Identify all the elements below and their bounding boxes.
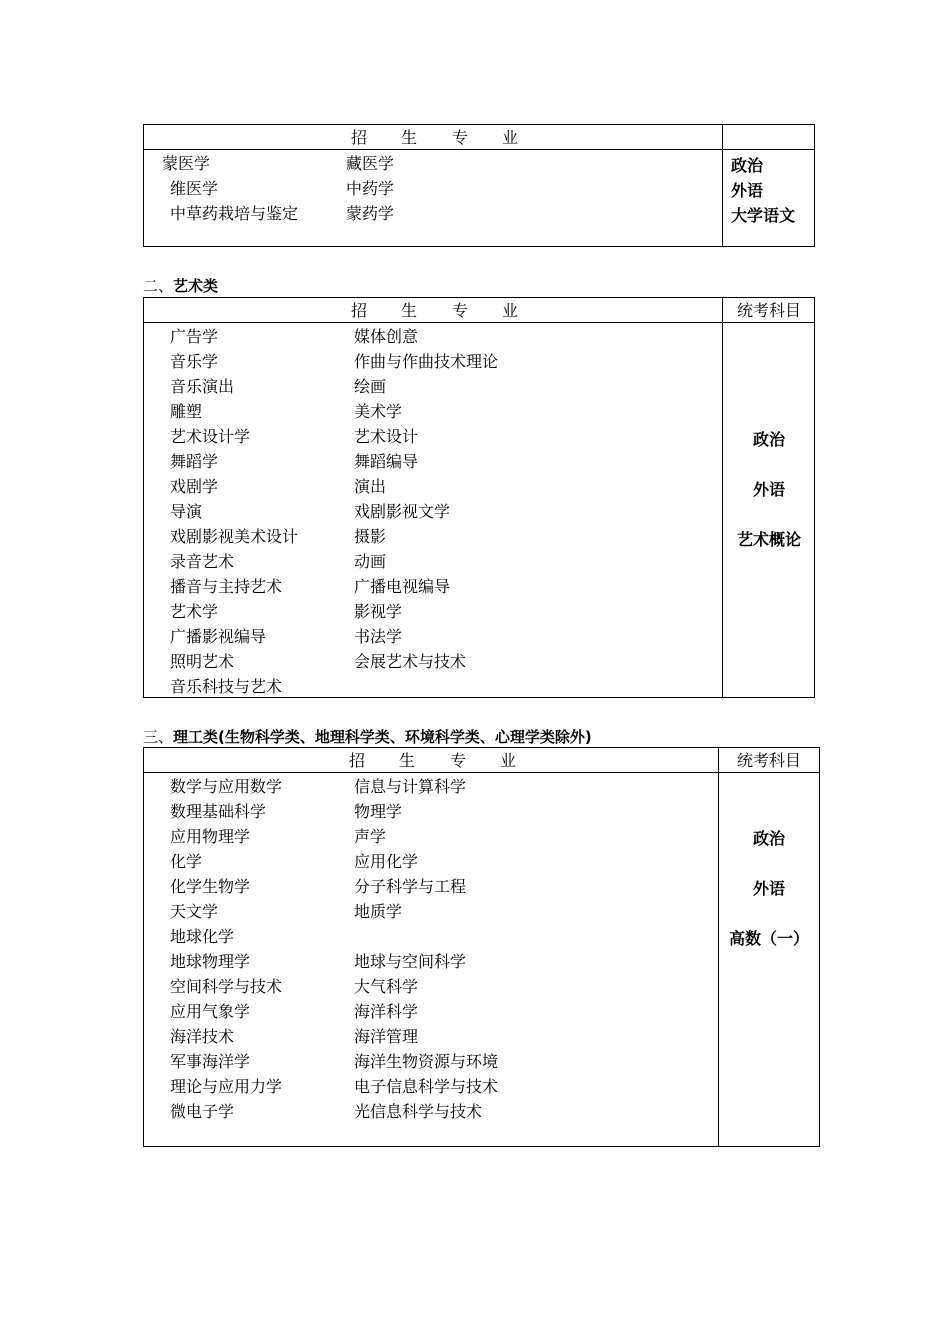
major-right: 中药学 <box>346 179 395 198</box>
exam-subject: 高数（一） <box>728 929 809 948</box>
major-left: 音乐演出 <box>170 377 235 396</box>
table-arts <box>143 297 815 698</box>
major-left: 录音艺术 <box>170 552 235 571</box>
header-majors <box>144 298 722 323</box>
major-left: 导演 <box>170 502 203 521</box>
header-char: 生 <box>401 128 418 147</box>
major-left: 音乐学 <box>170 352 219 371</box>
header-char: 业 <box>502 301 519 320</box>
section-title: 艺术类 <box>173 277 219 295</box>
header-subjects <box>723 125 815 150</box>
major-right: 大气科学 <box>354 977 419 996</box>
major-right: 书法学 <box>354 627 403 646</box>
major-left: 蒙医学 <box>162 154 211 173</box>
major-left: 戏剧影视美术设计 <box>170 527 299 546</box>
major-left: 天文学 <box>170 902 219 921</box>
major-right: 海洋生物资源与环境 <box>354 1052 499 1071</box>
header-char: 招 <box>351 301 368 320</box>
major-left: 广告学 <box>170 327 219 346</box>
section-number: 三、 <box>143 728 174 746</box>
major-right: 影视学 <box>354 602 403 621</box>
major-right: 演出 <box>354 477 387 496</box>
exam-subject: 外语 <box>752 480 785 499</box>
major-right: 藏医学 <box>346 154 395 173</box>
major-left: 中草药栽培与鉴定 <box>170 204 299 223</box>
major-right: 蒙药学 <box>346 204 395 223</box>
header-subjects: 统考科目 <box>736 301 801 320</box>
exam-subject: 外语 <box>731 181 764 200</box>
major-right: 艺术设计 <box>354 427 419 446</box>
major-left: 地球物理学 <box>170 952 251 971</box>
major-left: 音乐科技与艺术 <box>170 677 283 696</box>
section-heading-arts <box>143 275 218 296</box>
header-majors <box>144 748 718 773</box>
major-left: 播音与主持艺术 <box>170 577 283 596</box>
header-char: 生 <box>401 301 418 320</box>
header-majors <box>144 125 722 150</box>
major-left: 艺术学 <box>170 602 219 621</box>
table-1 <box>143 124 815 247</box>
major-right: 分子科学与工程 <box>354 877 467 896</box>
major-right: 物理学 <box>354 802 403 821</box>
major-left: 雕塑 <box>170 402 203 421</box>
section-number: 二、 <box>143 277 174 295</box>
exam-subject: 外语 <box>752 879 785 898</box>
table-science <box>143 747 820 1147</box>
major-right: 绘画 <box>354 377 387 396</box>
major-left: 理论与应用力学 <box>170 1077 283 1096</box>
major-right: 海洋管理 <box>354 1027 419 1046</box>
major-right: 应用化学 <box>354 852 419 871</box>
major-left: 应用气象学 <box>170 1002 251 1021</box>
exam-subject: 大学语文 <box>731 206 796 225</box>
exam-subject: 艺术概论 <box>736 530 801 549</box>
exam-subject: 政治 <box>752 430 785 449</box>
major-left: 化学 <box>170 852 203 871</box>
major-right: 舞蹈编导 <box>354 452 419 471</box>
major-right: 摄影 <box>354 527 387 546</box>
major-right: 电子信息科学与技术 <box>354 1077 499 1096</box>
section-heading-science <box>143 726 592 747</box>
header-char: 招 <box>351 128 368 147</box>
major-left: 应用物理学 <box>170 827 251 846</box>
header-char: 业 <box>500 751 517 770</box>
major-left: 戏剧学 <box>170 477 219 496</box>
major-right: 广播电视编导 <box>354 577 451 596</box>
exam-subject: 政治 <box>752 829 785 848</box>
major-left: 数学与应用数学 <box>170 777 283 796</box>
major-right: 地球与空间科学 <box>354 952 467 971</box>
major-right: 会展艺术与技术 <box>354 652 467 671</box>
major-right: 地质学 <box>354 902 403 921</box>
section-title: 理工类(生物科学类、地理科学类、环境科学类、心理学类除外) <box>173 728 592 746</box>
header-char: 专 <box>452 301 469 320</box>
major-left: 空间科学与技术 <box>170 977 283 996</box>
header-char: 专 <box>452 128 469 147</box>
header-subjects: 统考科目 <box>736 751 801 770</box>
major-left: 化学生物学 <box>170 877 251 896</box>
exam-subject: 政治 <box>731 156 764 175</box>
major-left: 军事海洋学 <box>170 1052 251 1071</box>
major-right: 声学 <box>354 827 387 846</box>
major-left: 广播影视编导 <box>170 627 267 646</box>
major-left: 海洋技术 <box>170 1027 235 1046</box>
major-right: 美术学 <box>354 402 403 421</box>
header-char: 专 <box>450 751 467 770</box>
major-left: 艺术设计学 <box>170 427 251 446</box>
major-right: 光信息科学与技术 <box>354 1102 483 1121</box>
header-char: 生 <box>399 751 416 770</box>
major-left: 维医学 <box>170 179 219 198</box>
major-left: 数理基础科学 <box>170 802 267 821</box>
major-right: 海洋科学 <box>354 1002 419 1021</box>
major-left: 舞蹈学 <box>170 452 219 471</box>
major-right: 戏剧影视文学 <box>354 502 451 521</box>
major-left: 微电子学 <box>170 1102 235 1121</box>
major-right: 动画 <box>354 552 387 571</box>
major-right: 作曲与作曲技术理论 <box>354 352 499 371</box>
header-char: 招 <box>349 751 366 770</box>
major-right: 信息与计算科学 <box>354 777 467 796</box>
major-left: 地球化学 <box>170 927 235 946</box>
major-right: 媒体创意 <box>354 327 419 346</box>
major-left: 照明艺术 <box>170 652 235 671</box>
header-char: 业 <box>502 128 519 147</box>
